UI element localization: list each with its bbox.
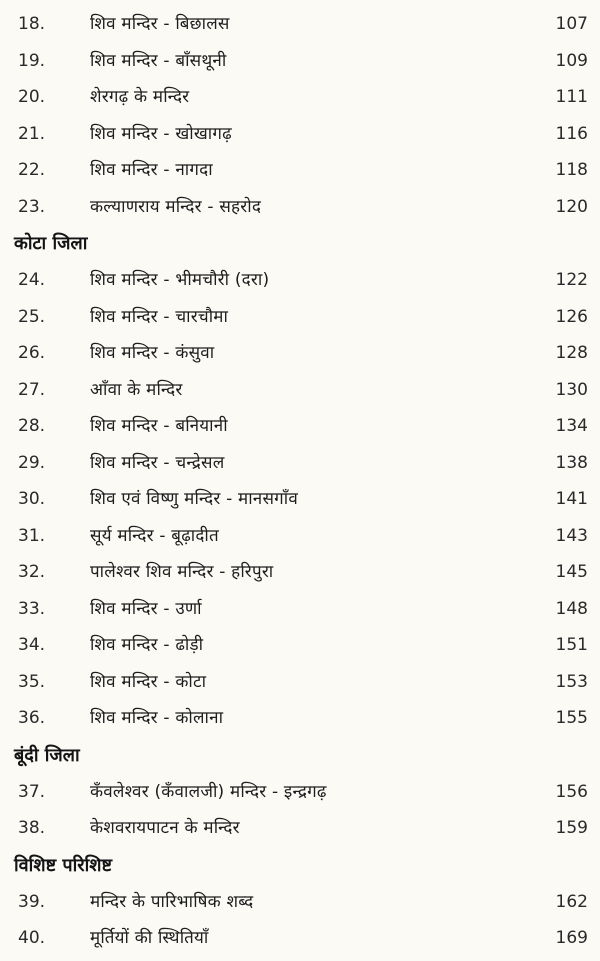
entry-page: 143 xyxy=(555,525,588,546)
entry-number: 38. xyxy=(18,818,46,838)
entry-title: शिव मन्दिर - बिछालस xyxy=(90,14,230,34)
entry-title: कँवलेश्वर (कँवालजी) मन्दिर - इन्द्रगढ़ xyxy=(90,781,327,802)
entry-title: पालेश्वर शिव मन्दिर - हरिपुरा xyxy=(90,562,274,582)
entry-page: 159 xyxy=(555,818,588,838)
section-heading-appendix: विशिष्ट परिशिष्ट xyxy=(14,854,113,876)
entry-page: 109 xyxy=(555,50,588,71)
entry-number: 20. xyxy=(18,87,46,107)
entry-page: 169 xyxy=(555,928,588,948)
entry-number: 32. xyxy=(18,562,46,582)
entry-page: 134 xyxy=(555,416,588,436)
entry-title: शिव मन्दिर - उर्णा xyxy=(90,598,202,619)
entry-title: शिव मन्दिर - नागदा xyxy=(90,160,213,180)
entry-page: 128 xyxy=(555,343,588,363)
toc-entry xyxy=(0,408,600,445)
entry-page: 111 xyxy=(555,87,588,107)
entry-title: शिव मन्दिर - बनियानी xyxy=(90,416,228,436)
toc-entry xyxy=(0,43,600,80)
entry-number: 33. xyxy=(18,598,46,619)
entry-page: 148 xyxy=(555,598,588,619)
entry-page: 141 xyxy=(555,489,588,509)
toc-entry xyxy=(0,481,600,518)
entry-page: 151 xyxy=(555,635,588,655)
toc-entry xyxy=(0,116,600,153)
entry-number: 31. xyxy=(18,525,46,546)
entry-title: सूर्य मन्दिर - बूढ़ादीत xyxy=(90,525,219,546)
toc-entry xyxy=(0,920,600,957)
entry-page: 118 xyxy=(555,160,588,180)
entry-number: 29. xyxy=(18,452,46,473)
toc-entry xyxy=(0,299,600,336)
entry-page: 126 xyxy=(555,306,588,327)
section-heading-bundi: बूंदी जिला xyxy=(14,744,80,766)
entry-page: 107 xyxy=(555,14,588,34)
entry-page: 153 xyxy=(555,671,588,692)
entry-number: 39. xyxy=(18,891,46,912)
toc-entry xyxy=(0,591,600,628)
toc-entry xyxy=(0,79,600,116)
entry-number: 35. xyxy=(18,671,46,692)
toc-entry xyxy=(0,189,600,226)
entry-number: 22. xyxy=(18,160,46,180)
toc-entry xyxy=(0,884,600,921)
toc-entry xyxy=(0,518,600,555)
toc-entry xyxy=(0,372,600,409)
toc-entry xyxy=(0,262,600,299)
entry-number: 18. xyxy=(18,14,46,34)
entry-number: 26. xyxy=(18,343,46,363)
entry-number: 30. xyxy=(18,489,46,509)
entry-number: 36. xyxy=(18,708,46,728)
entry-number: 21. xyxy=(18,123,46,144)
entry-page: 122 xyxy=(555,270,588,290)
entry-title: शिव मन्दिर - ढोड़ी xyxy=(90,635,204,655)
entry-number: 27. xyxy=(18,379,46,400)
entry-title: कल्याणराय मन्दिर - सहरोद xyxy=(90,196,262,217)
table-of-contents xyxy=(0,6,600,957)
toc-entry xyxy=(0,152,600,189)
entry-title: शिव मन्दिर - कोलाना xyxy=(90,708,224,728)
toc-entry xyxy=(0,810,600,847)
toc-entry xyxy=(0,335,600,372)
entry-page: 162 xyxy=(555,891,588,912)
toc-entry xyxy=(0,664,600,701)
entry-page: 156 xyxy=(555,781,588,802)
entry-title: केशवरायपाटन के मन्दिर xyxy=(90,818,240,838)
entry-title: शिव मन्दिर - बाँसथूनी xyxy=(90,50,227,71)
entry-title: शिव मन्दिर - कोटा xyxy=(90,671,207,692)
toc-entry xyxy=(0,774,600,811)
entry-page: 145 xyxy=(555,562,588,582)
entry-number: 34. xyxy=(18,635,46,655)
entry-number: 23. xyxy=(18,196,46,217)
entry-number: 40. xyxy=(18,928,46,948)
section-heading-kota: कोटा जिला xyxy=(14,233,88,254)
entry-number: 28. xyxy=(18,416,46,436)
toc-entry xyxy=(0,6,600,43)
entry-title: मन्दिर के पारिभाषिक शब्द xyxy=(90,891,254,912)
entry-page: 138 xyxy=(555,452,588,473)
entry-page: 120 xyxy=(555,196,588,217)
entry-title: शिव मन्दिर - कंसुवा xyxy=(90,343,215,363)
toc-entry xyxy=(0,554,600,591)
toc-entry xyxy=(0,627,600,664)
entry-page: 116 xyxy=(555,123,588,144)
entry-title: शिव मन्दिर - भीमचौरी (दरा) xyxy=(90,270,270,290)
entry-number: 37. xyxy=(18,781,46,802)
entry-page: 130 xyxy=(555,379,588,400)
entry-title: मूर्तियों की स्थितियाँ xyxy=(90,928,209,948)
entry-number: 24. xyxy=(18,270,46,290)
entry-number: 25. xyxy=(18,306,46,327)
entry-title: आँवा के मन्दिर xyxy=(90,379,183,400)
entry-page: 155 xyxy=(555,708,588,728)
toc-entry xyxy=(0,445,600,482)
entry-number: 19. xyxy=(18,50,46,71)
toc-entry xyxy=(0,700,600,737)
entry-title: शिव मन्दिर - खोखागढ़ xyxy=(90,123,232,144)
entry-title: शिव मन्दिर - चारचौमा xyxy=(90,306,229,327)
entry-title: शेरगढ़ के मन्दिर xyxy=(90,87,190,107)
entry-title: शिव एवं विष्णु मन्दिर - मानसगाँव xyxy=(90,489,298,509)
entry-title: शिव मन्दिर - चन्द्रेसल xyxy=(90,452,225,473)
